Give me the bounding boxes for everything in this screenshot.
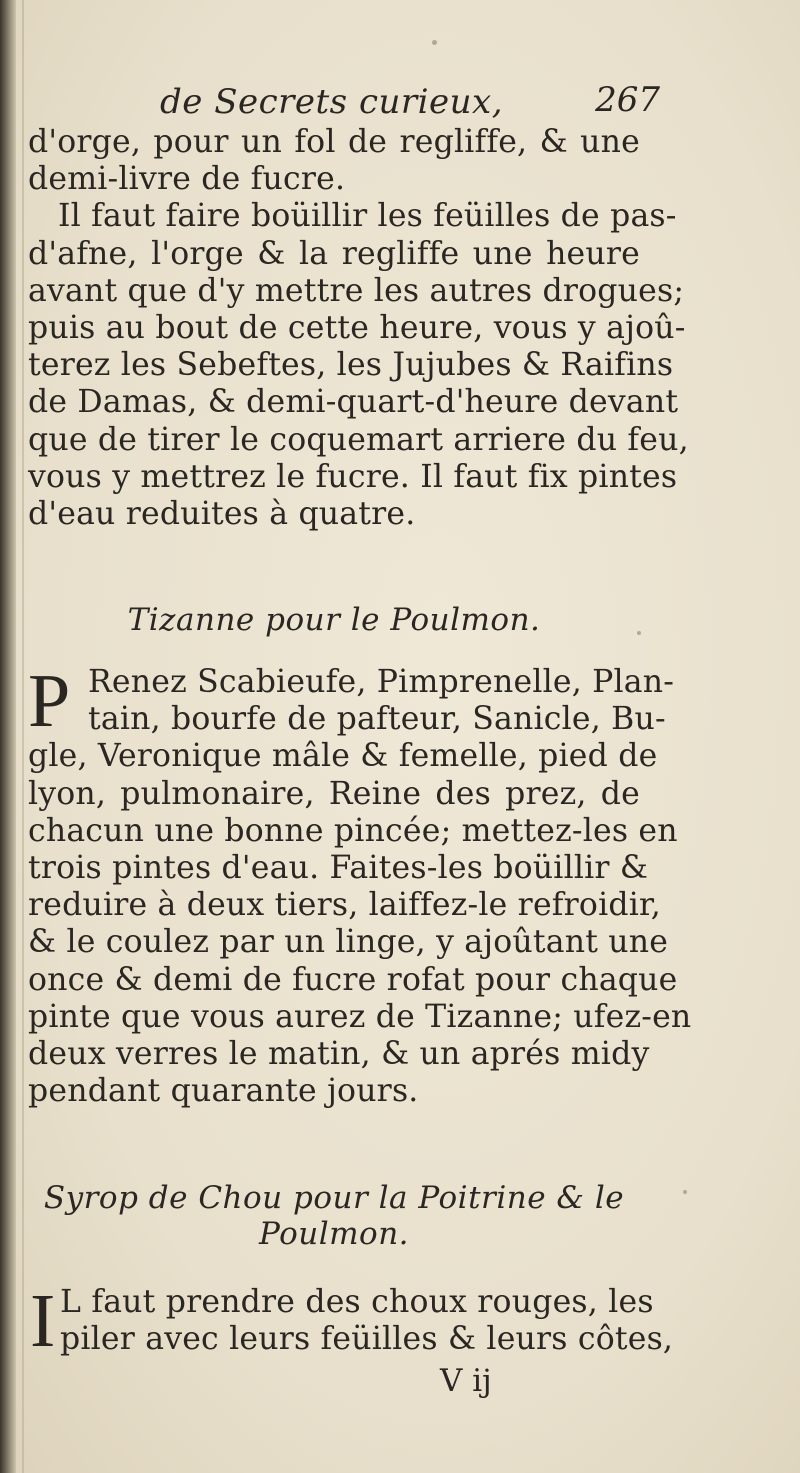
book-spine-shadow bbox=[0, 0, 16, 1473]
drop-cap: P bbox=[28, 659, 71, 743]
drop-cap: I bbox=[30, 1279, 56, 1363]
text-line: d'orge, pour un fol de regliffe, & une bbox=[28, 124, 640, 160]
text-line: vous y mettrez le fucre. Il faut fix pintes bbox=[28, 458, 678, 495]
text-line: & le coulez par un linge, y ajoûtant une bbox=[28, 924, 669, 961]
page-number: 267 bbox=[595, 80, 660, 120]
text-line: pendant quarante jours. bbox=[28, 1073, 419, 1110]
running-head-title: de Secrets curieux, bbox=[160, 82, 504, 122]
text-line: Renez Scabieufe, Pimprenelle, Plan- bbox=[88, 664, 675, 700]
text-line: Il faut faire boüillir les feüilles de pas- bbox=[58, 198, 677, 235]
text-line: puis au bout de cette heure, vous y ajoû- bbox=[28, 310, 686, 347]
section-heading-tizanne: Tizanne pour le Poulmon. bbox=[127, 602, 541, 638]
paper-speck bbox=[637, 631, 641, 635]
paper-speck bbox=[683, 1190, 687, 1194]
signature-mark: V ij bbox=[440, 1363, 492, 1399]
paragraph-tizanne bbox=[28, 659, 692, 1110]
section-heading-syrop bbox=[28, 1180, 640, 1252]
text-line: terez les Sebeftes, les Jujubes & Raifins bbox=[28, 347, 674, 384]
text-line: deux verres le matin, & un aprés midy bbox=[28, 1036, 650, 1073]
heading-line: Syrop de Chou pour la Poitrine & le bbox=[43, 1180, 625, 1216]
text-line: avant que d'y mettre les autres drogues; bbox=[28, 272, 685, 309]
paragraph-continued bbox=[28, 124, 689, 533]
text-line: chacun une bonne pincée; mettez-les en bbox=[28, 812, 678, 849]
text-line: demi-livre de fucre. bbox=[28, 161, 346, 198]
text-line: de Damas, & demi-quart-d'heure devant bbox=[28, 384, 679, 421]
text-line: d'afne, l'orge & la regliffe une heure bbox=[28, 235, 640, 272]
text-line: trois pintes d'eau. Faites-les boüillir & bbox=[28, 850, 649, 887]
text-line: reduire à deux tiers, laiffez-le refroidir, bbox=[28, 887, 661, 924]
page-edge-line bbox=[22, 0, 24, 1473]
text-line: once & demi de fucre rofat pour chaque bbox=[28, 961, 678, 998]
text-line: d'eau reduites à quatre. bbox=[28, 496, 416, 533]
heading-line: Poulmon. bbox=[258, 1216, 410, 1252]
text-line: que de tirer le coquemart arriere du feu, bbox=[28, 421, 689, 458]
running-head bbox=[160, 82, 660, 126]
paper-speck bbox=[432, 40, 437, 45]
text-line: lyon, pulmonaire, Reine des prez, de bbox=[28, 775, 640, 812]
paragraph-syrop bbox=[28, 1279, 674, 1363]
text-line: tain, bourfe de pafteur, Sanicle, Bu- bbox=[88, 701, 666, 738]
text-line: gle, Veronique mâle & femelle, pied de bbox=[28, 738, 658, 775]
text-line: piler avec leurs feüilles & leurs côtes, bbox=[60, 1321, 674, 1358]
text-line: pinte que vous aurez de Tizanne; ufez-en bbox=[28, 998, 692, 1035]
text-line: L faut prendre des choux rouges, les bbox=[60, 1284, 654, 1320]
